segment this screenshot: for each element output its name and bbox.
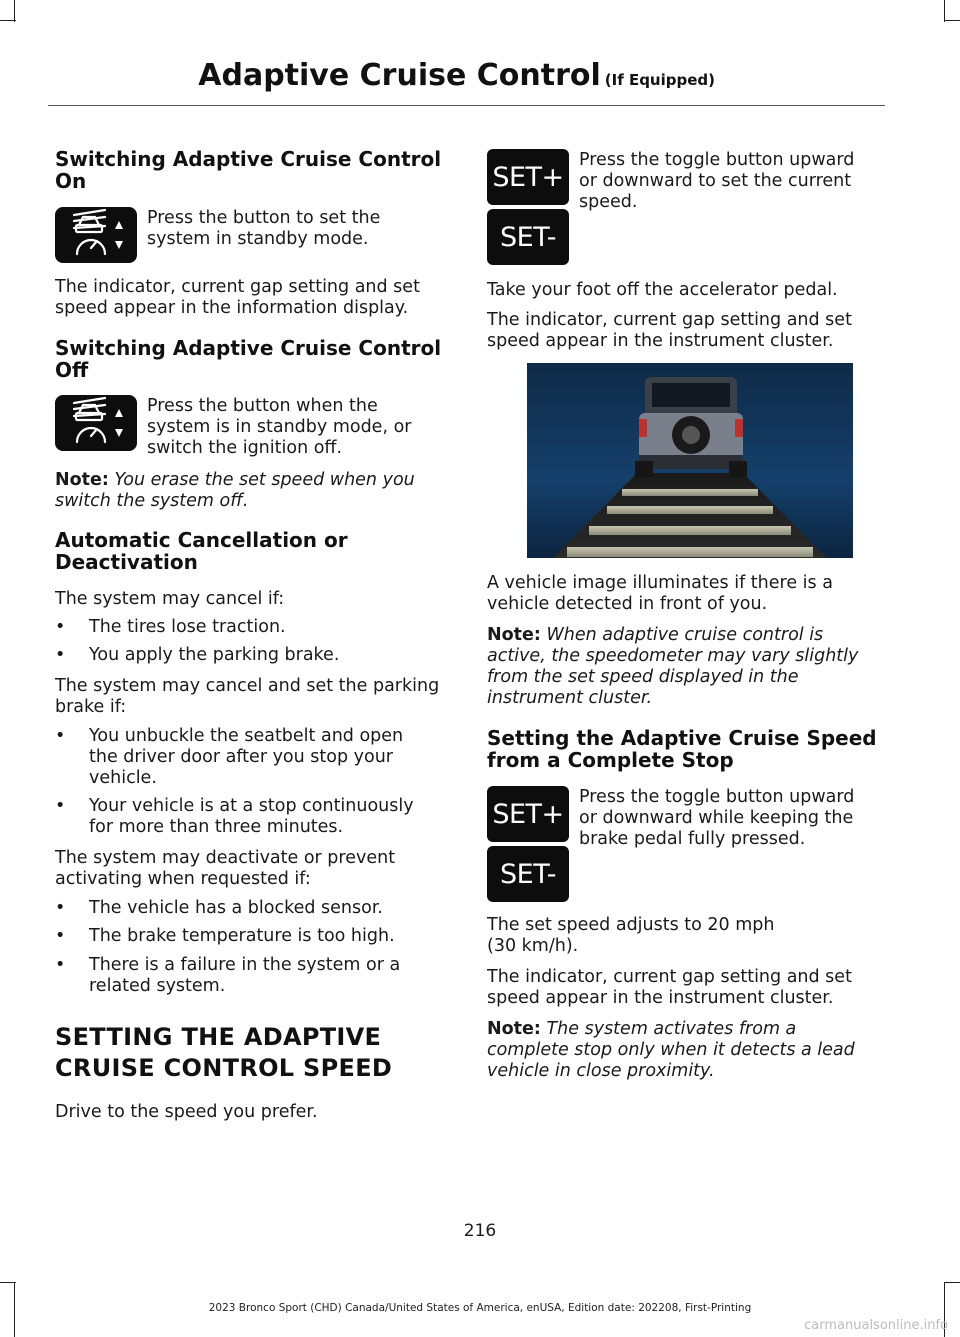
heading-line: SETTING THE ADAPTIVE <box>55 1023 382 1051</box>
text-line: The indicator, current gap setting and set <box>487 967 852 987</box>
note-text: active, the speedometer may vary slightly <box>487 646 859 666</box>
crop-mark <box>14 0 15 22</box>
text-line: The indicator, current gap setting and set <box>55 277 420 297</box>
list-item-text: You apply the parking brake. <box>89 645 340 665</box>
on-paragraph <box>55 277 450 319</box>
note-complete-stop <box>487 1019 882 1082</box>
note-text: You erase the set speed when you <box>114 470 415 490</box>
note-label: Note: <box>55 470 109 490</box>
edition-footer: 2023 Bronco Sport (CHD) Canada/United States of America, enUSA, Edition date: 202208, First-Printing <box>208 1302 752 1314</box>
header-subtitle: (If Equipped) <box>604 71 715 89</box>
heading-line: Switching Adaptive Cruise Control <box>55 147 442 171</box>
text-line: speed appear in the instrument cluster. <box>487 331 834 351</box>
note-text: When adaptive cruise control is <box>546 625 824 645</box>
heading-line: On <box>55 169 87 193</box>
text-line: for more than three minutes. <box>89 817 344 837</box>
text-line: related system. <box>89 976 226 996</box>
text-line: vehicle detected in front of you. <box>487 594 768 614</box>
stop-description <box>579 787 879 850</box>
heading-auto-cancel <box>55 529 450 573</box>
adaptive-cruise-icon <box>55 395 137 451</box>
foot-text: Take your foot off the accelerator pedal. <box>487 280 838 300</box>
bullet-icon: • <box>55 645 66 665</box>
text-line: activating when requested if: <box>55 869 311 889</box>
drive-text: Drive to the speed you prefer. <box>55 1102 318 1122</box>
text-line: speed appear in the information display. <box>55 298 409 318</box>
note-text: vehicle in close proximity. <box>487 1061 715 1081</box>
text-line: There is a failure in the system or a <box>89 955 401 975</box>
text-line: The indicator, current gap setting and set <box>487 310 852 330</box>
heading-line: Off <box>55 358 89 382</box>
crop-mark <box>944 0 945 22</box>
heading-line: from a Complete Stop <box>487 748 734 772</box>
crop-mark <box>944 20 960 21</box>
text-line: brake if: <box>55 697 127 717</box>
note-text: The system activates from a <box>546 1019 797 1039</box>
note-text: switch the system off. <box>55 491 249 511</box>
deactivate-intro <box>55 848 450 890</box>
set-minus-icon: SET- <box>487 209 569 265</box>
page-header <box>198 58 715 93</box>
note-speedometer <box>487 625 882 709</box>
text-line: switch the ignition off. <box>147 438 343 458</box>
text-line: speed appear in the instrument cluster. <box>487 988 834 1008</box>
toggle-description <box>579 150 879 213</box>
section-heading-setting <box>55 1022 450 1084</box>
off-description <box>147 396 437 459</box>
note-text: complete stop only when it detects a lead <box>487 1040 855 1060</box>
text-line: system in standby mode. <box>147 229 369 249</box>
note-text: instrument cluster. <box>487 688 653 708</box>
text-line: The system may deactivate or prevent <box>55 848 396 868</box>
text-line: vehicle. <box>89 768 157 788</box>
cancel-intro: The system may cancel if: <box>55 589 285 609</box>
crop-mark <box>0 20 16 21</box>
adaptive-cruise-icon <box>55 207 137 263</box>
bullet-icon: • <box>55 617 66 637</box>
on-description <box>147 208 437 250</box>
heading-line: Setting the Adaptive Cruise Speed <box>487 726 877 750</box>
text-line: the driver door after you stop your <box>89 747 393 767</box>
bullet-icon: • <box>55 726 66 746</box>
set-minus-icon: SET- <box>487 846 569 902</box>
note-text: from the set speed displayed in the <box>487 667 799 687</box>
crop-mark <box>944 1282 960 1283</box>
heading-complete-stop <box>487 727 887 771</box>
list-item-text: The tires lose traction. <box>89 617 286 637</box>
page-number: 216 <box>463 1221 497 1241</box>
text-line: Press the button when the <box>147 396 378 416</box>
bullet-icon: • <box>55 898 66 918</box>
vehicle-road-svg <box>527 363 853 558</box>
cluster-text-2 <box>487 967 882 1009</box>
crop-mark <box>0 1282 16 1283</box>
adaptive-cruise-icon-svg <box>55 207 137 263</box>
cluster-text <box>487 310 882 352</box>
heading-line: Automatic Cancellation or <box>55 528 348 552</box>
adjust-text <box>487 915 882 957</box>
bullet-icon: • <box>55 796 66 816</box>
text-line: or downward to set the current <box>579 171 852 191</box>
header-title: Adaptive Cruise Control <box>198 58 601 93</box>
text-line: You unbuckle the seatbelt and open <box>89 726 404 746</box>
heading-line: CRUISE CONTROL SPEED <box>55 1054 393 1082</box>
text-line: The system may cancel and set the parking <box>55 676 440 696</box>
header-divider <box>48 105 885 106</box>
text-line: A vehicle image illuminates if there is a <box>487 573 833 593</box>
note-label: Note: <box>487 625 541 645</box>
text-line: or downward while keeping the <box>579 808 854 828</box>
park-intro <box>55 676 450 718</box>
text-line: brake pedal fully pressed. <box>579 829 806 849</box>
list-item-text: The vehicle has a blocked sensor. <box>89 898 383 918</box>
text-line: speed. <box>579 192 638 212</box>
set-plus-icon: SET+ <box>487 149 569 205</box>
list-item-text: The brake temperature is too high. <box>89 926 395 946</box>
note-label: Note: <box>487 1019 541 1039</box>
text-line: Press the toggle button upward <box>579 787 855 807</box>
heading-line: Switching Adaptive Cruise Control <box>55 336 442 360</box>
text-line: system is in standby mode, or <box>147 417 412 437</box>
text-line: Your vehicle is at a stop continuously <box>89 796 414 816</box>
bullet-icon: • <box>55 926 66 946</box>
set-plus-icon: SET+ <box>487 786 569 842</box>
text-line: Press the toggle button upward <box>579 150 855 170</box>
text-line: (30 km/h). <box>487 936 579 956</box>
lead-vehicle-illustration <box>527 363 853 558</box>
watermark: carmanualsonline.info <box>804 1318 948 1333</box>
bullet-icon: • <box>55 955 66 975</box>
note-erase <box>55 470 450 512</box>
heading-switch-off <box>55 337 450 381</box>
vehicle-text <box>487 573 882 615</box>
text-line: The set speed adjusts to 20 mph <box>487 915 775 935</box>
text-line: Press the button to set the <box>147 208 381 228</box>
adaptive-cruise-icon-svg <box>55 395 137 451</box>
heading-line: Deactivation <box>55 550 198 574</box>
heading-switch-on <box>55 148 450 192</box>
